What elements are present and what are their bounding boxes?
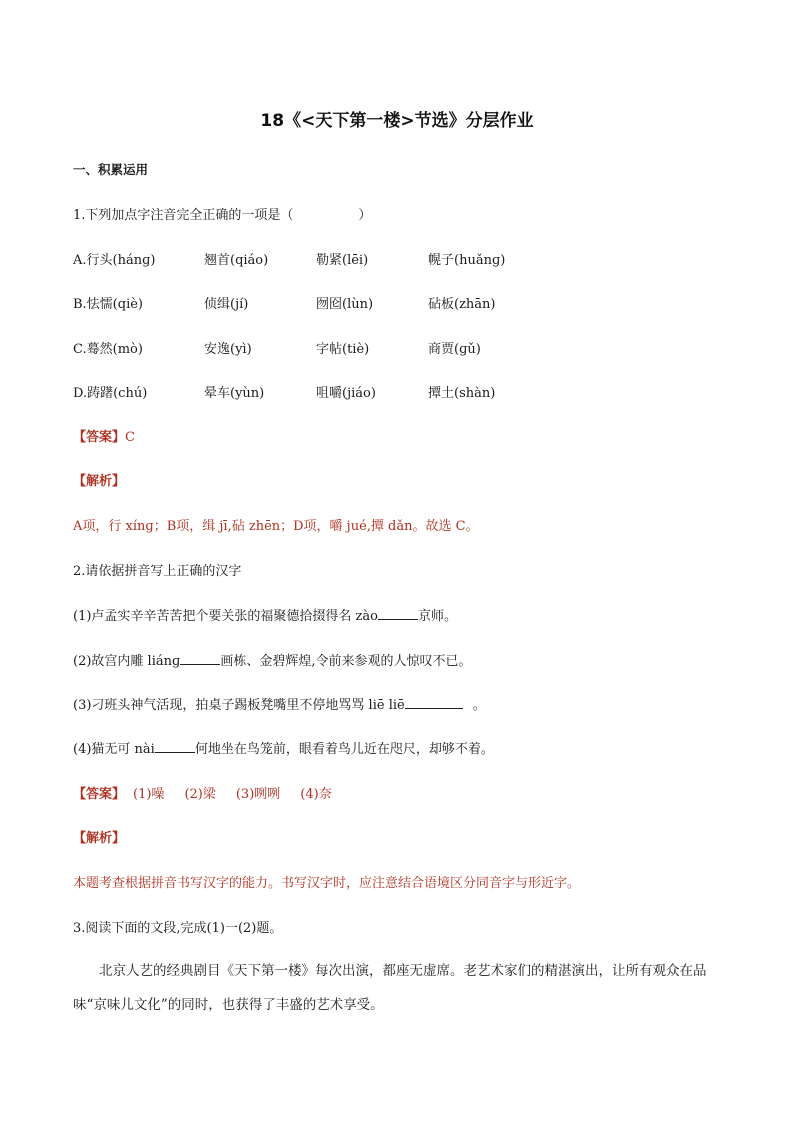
- question-2-item-4: [73, 738, 494, 757]
- item-4-tail: 何地坐在鸟笼前，眼看着鸟儿近在咫尺，却够不着。: [194, 742, 494, 757]
- answer-item-3: (3)咧咧: [235, 787, 281, 802]
- question-2-item-3: [73, 694, 486, 713]
- question-1-stem: 1.下列加点字注音完全正确的一项是（ ）: [73, 208, 372, 223]
- option-c-4: 商贾(ɡǔ): [428, 342, 481, 357]
- option-d-4: 撢土(shàn): [428, 386, 496, 401]
- option-a-2: 翘首(qiáo): [204, 253, 269, 268]
- option-a-1: A.行头(hánɡ): [73, 253, 156, 268]
- item-3-tail: 。: [472, 698, 486, 713]
- answer-tag: 【答案】: [73, 787, 126, 802]
- question-1-answer: [73, 426, 135, 445]
- item-4-text: (4)猫无可 nài: [73, 742, 155, 757]
- question-2-answer: [73, 783, 352, 802]
- fill-blank[interactable]: [155, 740, 195, 753]
- option-d-3: 咀嚼(jiáo): [316, 386, 376, 401]
- question-3-passage: 北京人艺的经典剧目《天下第一楼》每次出演，都座无虚席。老艺术家们的精湛演出，让所有观众在品味“京味儿文化”的同时，也获得了丰盛的艺术享受。: [73, 963, 707, 1013]
- item-2-text: (2)故宫内雕 liánɡ: [73, 654, 181, 669]
- option-b-3: 囫囵(lùn): [316, 297, 374, 312]
- answer-item-1: (1)噪: [133, 787, 165, 802]
- item-3-text: (3)刁班头神气活现，拍桌子踢板凳嘴里不停地骂骂 liē liē: [73, 698, 405, 713]
- section-heading: 一、积累运用: [73, 162, 149, 177]
- fill-blank[interactable]: [405, 696, 463, 709]
- question-2-analysis-tag: 【解析】: [73, 831, 126, 846]
- option-d-2: 晕车(yùn): [204, 386, 265, 401]
- answer-value: C: [125, 430, 135, 445]
- question-2-analysis: 本题考查根据拼音书写汉字的能力。书写汉字时，应注意结合语境区分同音字与形近字。: [73, 876, 581, 891]
- option-b-2: 侦缉(jí): [204, 297, 249, 312]
- question-2-item-1: [73, 605, 457, 624]
- answer-item-4: (4)奈: [300, 787, 332, 802]
- question-1-analysis-tag: 【解析】: [73, 474, 126, 489]
- option-a-3: 勒紧(lēi): [316, 253, 369, 268]
- question-2-item-2: [73, 650, 471, 669]
- option-c-1: C.蓦然(mò): [73, 342, 143, 357]
- fill-blank[interactable]: [180, 652, 220, 665]
- question-1-analysis: A项，行 xínɡ；B项，缉 jī,砧 zhēn；D项，嚼 jué,撢 dǎn。故选 C。: [73, 519, 479, 534]
- option-d-1: D.踌躇(chú): [73, 386, 148, 401]
- answer-tag: 【答案】: [73, 430, 126, 445]
- option-b-4: 砧板(zhān): [428, 297, 496, 312]
- option-b-1: B.怯懦(qiè): [73, 297, 144, 312]
- page-title: 18《<天下第一楼>节选》分层作业: [260, 111, 534, 131]
- item-2-tail: 画栋、金碧辉煌,令前来参观的人惊叹不已。: [220, 654, 472, 669]
- item-1-text: (1)卢孟实辛辛苦苦把个要关张的福聚德拾掇得名 zào: [73, 609, 378, 624]
- item-1-tail: 京师。: [417, 609, 457, 624]
- question-3-stem: 3.阅读下面的文段,完成(1)一(2)题。: [73, 921, 283, 936]
- option-a-4: 幌子(huǎnɡ): [428, 253, 506, 268]
- option-c-3: 字帖(tiè): [316, 342, 370, 357]
- answer-item-2: (2)梁: [184, 787, 216, 802]
- option-c-2: 安逸(yì): [204, 342, 252, 357]
- fill-blank[interactable]: [378, 607, 418, 620]
- question-2-stem: 2.请依据拼音写上正确的汉字: [73, 564, 242, 579]
